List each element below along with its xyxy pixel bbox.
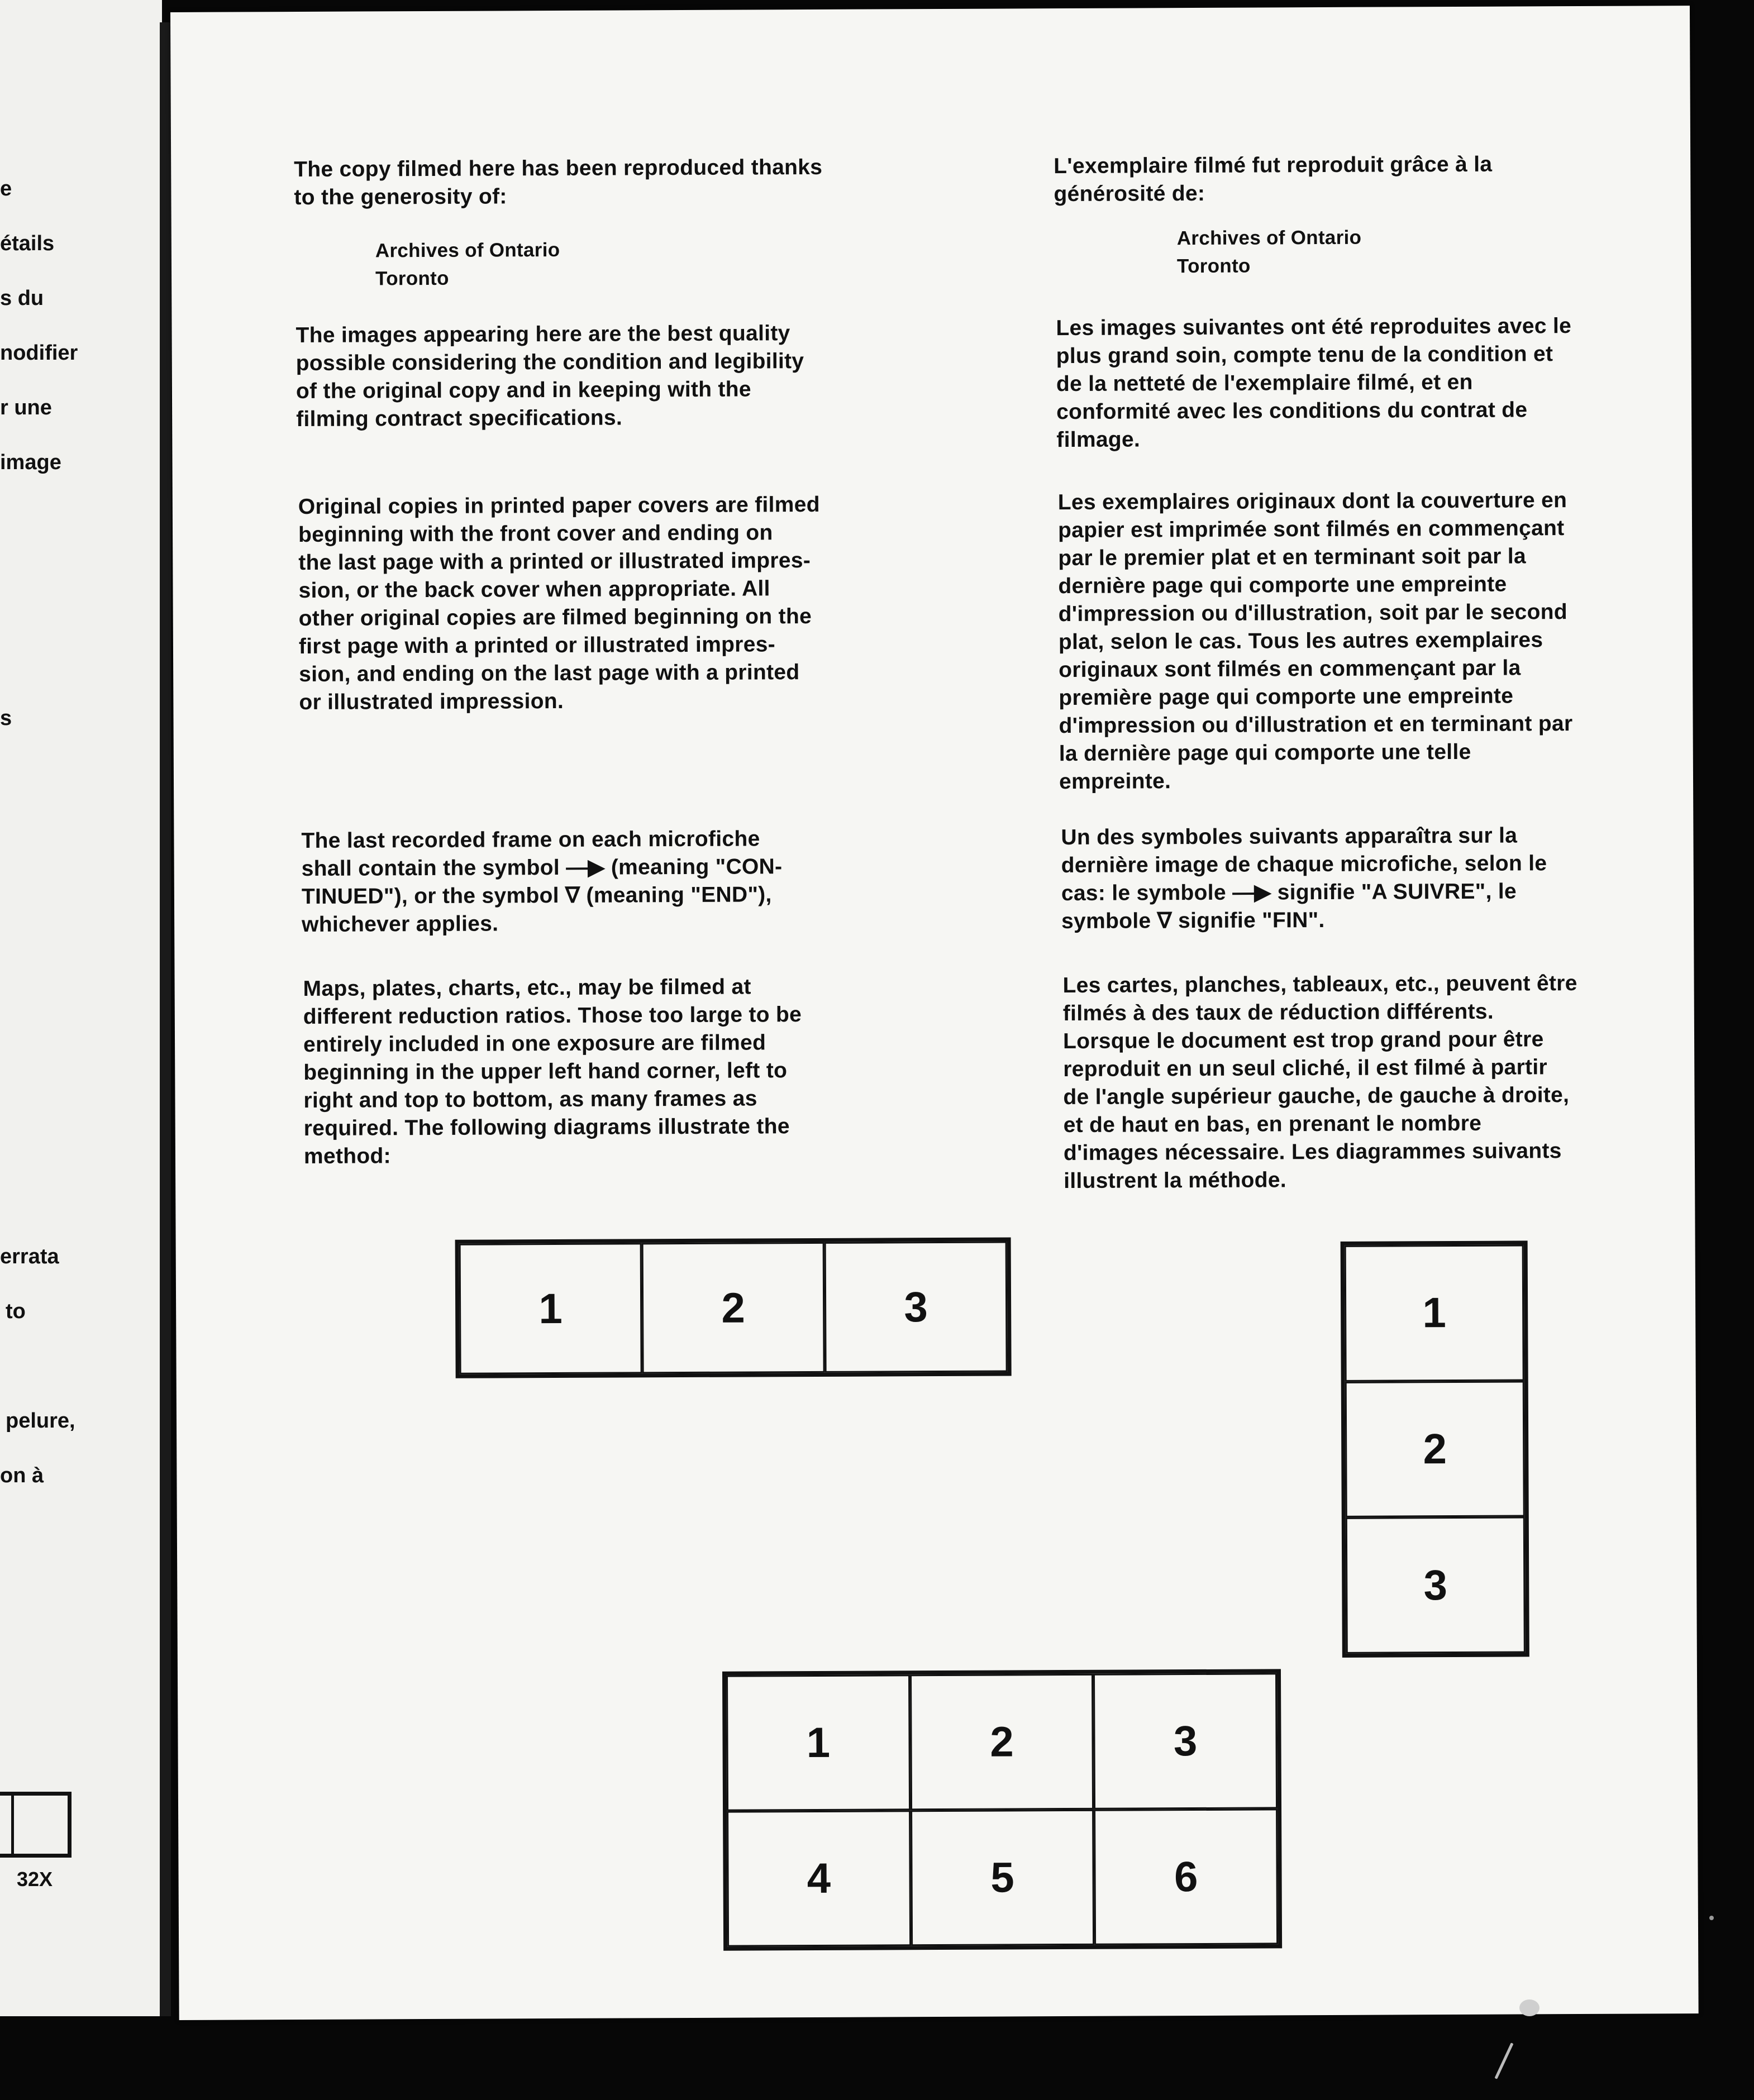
frame-cell: 6 [1094, 1808, 1278, 1945]
fragment-line: nodifier [0, 341, 78, 365]
frame-cell: 3 [1346, 1517, 1526, 1654]
frame-cell: 3 [824, 1241, 1008, 1372]
fragment-line: image [0, 451, 61, 474]
french-maps-paragraph: Les cartes, planches, tableaux, etc., peuvent être filmés à des taux de réduction différents. Lorsque le document est trop grand pour être reproduit en un seul cliché, il est filmé à partir de l'angle supérieur gauche, de gauche à droite, et de haut en bas, en prenant le nombre d'images nécessaire. Les diagrammes suivants illustrent la méthode. [1062, 971, 1577, 1194]
fragment-line: e [0, 177, 12, 201]
frame-cell: 1 [726, 1674, 911, 1811]
reduction-scale-boxes [0, 1792, 72, 1858]
frame-cell: 5 [911, 1810, 1095, 1946]
french-originals-paragraph: Les exemplaires originaux dont la couverture en papier est imprimée sont filmés en commençant par le premier plat et en terminant soit par la dernière page qui comporte une empreinte d'impression ou d'illustration, soit par le second plat, selon le cas. Tous les autres exemplaires originaux sont filmés en commençant par la première page qui comporte une empreinte d'impression ou d'illustration et en terminant par la dernière page qui comporte une telle empreinte. [1057, 488, 1573, 794]
english-credit-intro: The copy filmed here has been reproduced thanks to the generosity of: [294, 155, 823, 210]
fragment-line: to [6, 1300, 26, 1323]
english-originals-paragraph: Original copies in printed paper covers are filmed beginning with the front cover and ending on the last page with a printed or illustrated impres- sion, or the back cover when appropriate. All other original copies are filmed beginning on the first page with a printed or illustrated impres- sion, and ending on the last page with a printed or illustrated impression. [298, 492, 820, 715]
diagram-grid-frames [722, 1669, 1282, 1950]
microfilm-target-page [170, 6, 1699, 2020]
frame-cell: 2 [910, 1674, 1094, 1810]
fragment-line: errata [0, 1245, 59, 1268]
frame-cell: 3 [1093, 1673, 1278, 1809]
fragment-text-mid: s [0, 707, 12, 730]
film-scratch [1494, 2042, 1513, 2079]
english-maps-paragraph: Maps, plates, charts, etc., may be filmed at different reduction ratios. Those too large to be entirely included in one exposure are filmed beginning in the upper left hand corner, left to right and top to bottom, as many frames as required. The following diagrams illustrate the method: [303, 975, 802, 1168]
film-dust-speck [1709, 1916, 1714, 1920]
french-institution: Archives of Ontario Toronto [1176, 226, 1362, 278]
english-symbols-paragraph: The last recorded frame on each microfiche shall contain the symbol —▶ (meaning "CON- TINUED"), or the symbol ∇ (meaning "END"), whichever applies. [301, 827, 783, 937]
frame-cell: 1 [1345, 1244, 1524, 1381]
frame-cell: 1 [459, 1243, 642, 1374]
english-quality-paragraph: The images appearing here are the best quality possible considering the condition and legibility of the original copy and in keeping with the filming contract specifications. [295, 321, 804, 432]
fragment-line: on à [0, 1464, 44, 1487]
gutter-shadow [160, 22, 171, 2016]
fragment-line [0, 1353, 75, 1380]
french-quality-paragraph: Les images suivantes ont été reproduites avec le plus grand soin, compte tenu de la condition et de la netteté de l'exemplaire filmé, et en conformité avec les conditions du contrat de filmage. [1056, 314, 1572, 452]
fragment-line: r une [0, 396, 52, 419]
fragment-text-top [0, 148, 78, 504]
frame-cell: 4 [727, 1810, 911, 1946]
adjacent-page-fragment [0, 0, 162, 2016]
diagram-vertical-frames [1341, 1240, 1529, 1657]
english-institution: Archives of Ontario Toronto [375, 238, 560, 290]
film-dust-speck [1519, 1999, 1539, 2016]
french-symbols-paragraph: Un des symboles suivants apparaîtra sur la dernière image de chaque microfiche, selon le cas: le symbole —▶ signifie "A SUIVRE", le symbole ∇ signifie "FIN". [1061, 823, 1547, 934]
frame-cell: 2 [1345, 1381, 1525, 1517]
reduction-ratio-label: 32X [17, 1868, 53, 1891]
fragment-text-low [0, 1216, 75, 1517]
fragment-line: s du [0, 287, 44, 310]
french-credit-intro: L'exemplaire filmé fut reproduit grâce à la générosité de: [1054, 152, 1493, 207]
fragment-line: étails [0, 232, 55, 255]
fragment-line: pelure, [6, 1409, 75, 1433]
frame-cell: 2 [642, 1242, 825, 1373]
diagram-horizontal-frames [455, 1237, 1012, 1378]
